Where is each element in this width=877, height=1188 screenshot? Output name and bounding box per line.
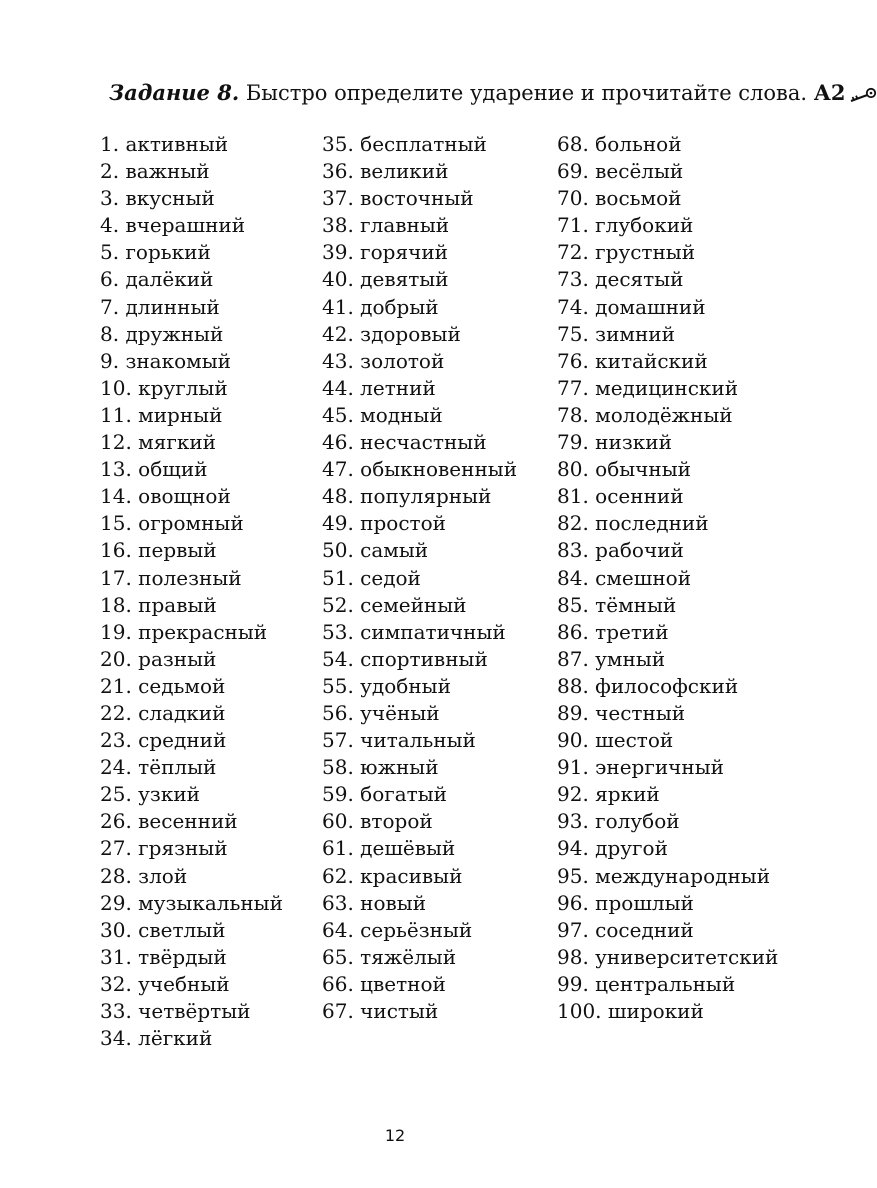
- word-item: 31. твёрдый: [100, 944, 227, 969]
- word-item: 80. обычный: [557, 457, 691, 482]
- word-item: 62. красивый: [322, 863, 463, 888]
- word-item: 18. правый: [100, 592, 217, 617]
- word-item: 73. десятый: [557, 267, 684, 292]
- word-item: 98. университетский: [557, 944, 779, 969]
- word-item: 12. мягкий: [100, 430, 216, 455]
- word-item: 1. активный: [100, 132, 229, 156]
- word-item: 34. лёгкий: [100, 1026, 213, 1051]
- word-item: 76. китайский: [557, 348, 708, 373]
- word-item: 22. сладкий: [100, 700, 226, 725]
- word-item: 85. тёмный: [557, 592, 677, 617]
- word-item: 53. симпатичный: [322, 619, 506, 644]
- word-item: 8. дружный: [100, 321, 224, 346]
- word-item: 84. смешной: [557, 565, 692, 590]
- word-item: 38. главный: [322, 213, 450, 238]
- word-item: 97. соседний: [557, 917, 694, 942]
- word-item: 30. светлый: [100, 917, 226, 942]
- word-column-3: [557, 131, 778, 1025]
- word-item: 20. разный: [100, 646, 217, 671]
- word-item: 10. круглый: [100, 375, 228, 400]
- word-item: 28. злой: [100, 863, 188, 888]
- word-item: 74. домашний: [557, 294, 706, 319]
- word-item: 61. дешёвый: [322, 836, 456, 861]
- word-item: 96. прошлый: [557, 890, 694, 915]
- word-item: 81. осенний: [557, 484, 684, 509]
- word-item: 43. золотой: [322, 348, 445, 373]
- word-item: 15. огромный: [100, 511, 244, 536]
- word-item: 86. третий: [557, 619, 669, 644]
- word-item: 60. второй: [322, 809, 433, 834]
- word-item: 48. популярный: [322, 484, 492, 509]
- word-item: 49. простой: [322, 511, 446, 536]
- word-item: 6. далёкий: [100, 267, 214, 292]
- word-item: 71. глубокий: [557, 213, 694, 238]
- word-item: 91. энергичный: [557, 755, 724, 780]
- word-item: 59. богатый: [322, 782, 447, 807]
- word-item: 57. читальный: [322, 728, 476, 753]
- key-icon: [849, 83, 877, 111]
- word-item: 69. весёлый: [557, 159, 684, 184]
- word-item: 27. грязный: [100, 836, 228, 861]
- word-column-2: [322, 131, 517, 1025]
- word-item: 88. философский: [557, 673, 739, 698]
- word-item: 66. цветной: [322, 971, 446, 996]
- word-item: 72. грустный: [557, 240, 696, 265]
- word-item: 46. несчастный: [322, 430, 487, 455]
- word-item: 89. честный: [557, 700, 686, 725]
- word-item: 40. девятый: [322, 267, 449, 292]
- word-item: 55. удобный: [322, 673, 451, 698]
- task-heading: [109, 79, 846, 111]
- word-item: 42. здоровый: [322, 321, 461, 346]
- word-item: 35. бесплатный: [322, 132, 487, 156]
- word-item: 25. узкий: [100, 782, 200, 807]
- word-item: 17. полезный: [100, 565, 242, 590]
- word-item: 92. яркий: [557, 782, 660, 807]
- word-item: 100. широкий: [557, 999, 704, 1023]
- word-item: 29. музыкальный: [100, 890, 283, 915]
- task-label: Задание 8.: [109, 80, 240, 105]
- word-item: 65. тяжёлый: [322, 944, 457, 969]
- word-item: 44. летний: [322, 375, 436, 400]
- word-item: 26. весенний: [100, 809, 238, 834]
- word-item: 79. низкий: [557, 430, 672, 455]
- word-item: 75. зимний: [557, 321, 675, 346]
- word-item: 90. шестой: [557, 728, 674, 753]
- word-item: 56. учёный: [322, 700, 440, 725]
- word-item: 54. спортивный: [322, 646, 488, 671]
- word-item: 3. вкусный: [100, 186, 215, 211]
- word-item: 32. учебный: [100, 971, 230, 996]
- word-item: 78. молодёжный: [557, 402, 733, 427]
- word-item: 50. самый: [322, 538, 429, 563]
- word-item: 68. больной: [557, 132, 682, 156]
- word-item: 67. чистый: [322, 999, 439, 1023]
- word-item: 70. восьмой: [557, 186, 682, 211]
- word-item: 23. средний: [100, 728, 227, 753]
- word-item: 7. длинный: [100, 294, 220, 319]
- word-item: 2. важный: [100, 159, 210, 184]
- word-item: 14. овощной: [100, 484, 231, 509]
- word-item: 41. добрый: [322, 294, 439, 319]
- word-item: 16. первый: [100, 538, 217, 563]
- word-item: 39. горячий: [322, 240, 448, 265]
- word-item: 21. седьмой: [100, 673, 226, 698]
- page-number: 12: [384, 1126, 406, 1145]
- word-item: 4. вчерашний: [100, 213, 246, 238]
- word-item: 99. центральный: [557, 971, 736, 996]
- word-item: 11. мирный: [100, 402, 223, 427]
- word-item: 64. серьёзный: [322, 917, 473, 942]
- word-item: 58. южный: [322, 755, 439, 780]
- word-item: 5. горький: [100, 240, 211, 265]
- word-item: 45. модный: [322, 402, 443, 427]
- word-item: 93. голубой: [557, 809, 680, 834]
- word-item: 95. международный: [557, 863, 771, 888]
- word-item: 33. четвёртый: [100, 999, 251, 1023]
- word-item: 13. общий: [100, 457, 208, 482]
- word-item: 51. седой: [322, 565, 421, 590]
- word-item: 63. новый: [322, 890, 427, 915]
- word-item: 9. знакомый: [100, 348, 231, 373]
- word-item: 87. умный: [557, 646, 666, 671]
- level-badge: А2: [813, 80, 846, 105]
- word-item: 52. семейный: [322, 592, 467, 617]
- word-column-1: [100, 131, 283, 1052]
- task-instruction: Быстро определите ударение и прочитайте слова.: [239, 81, 814, 105]
- word-item: 19. прекрасный: [100, 619, 268, 644]
- word-item: 36. великий: [322, 159, 449, 184]
- word-item: 24. тёплый: [100, 755, 217, 780]
- word-item: 82. последний: [557, 511, 709, 536]
- word-item: 37. восточный: [322, 186, 474, 211]
- word-item: 83. рабочий: [557, 538, 684, 563]
- word-item: 47. обыкновенный: [322, 457, 518, 482]
- word-item: 77. медицинский: [557, 375, 739, 400]
- word-item: 94. другой: [557, 836, 668, 861]
